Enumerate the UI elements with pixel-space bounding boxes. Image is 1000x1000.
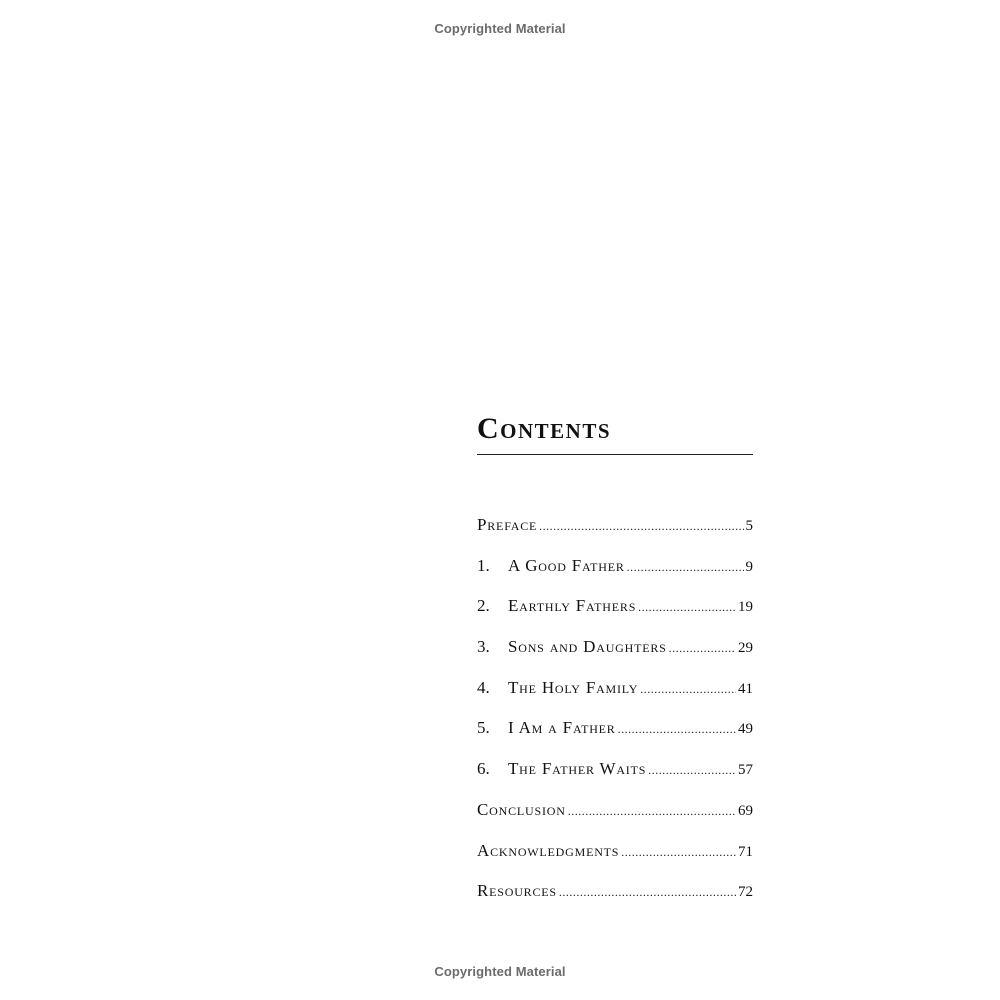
toc-entry-label: I Am a Father	[508, 718, 616, 738]
toc-entry-page: 41	[738, 680, 753, 697]
toc-entry-chapter-4	[477, 678, 753, 719]
toc-list	[477, 515, 753, 922]
toc-entry-conclusion	[477, 800, 753, 841]
dot-leader	[621, 845, 736, 860]
dot-leader	[568, 804, 736, 819]
toc-entry-number: 3.	[477, 637, 490, 657]
toc-entry-page: 69	[738, 802, 753, 819]
toc-entry-label: Resources	[477, 881, 557, 901]
toc-entry-label: The Father Waits	[508, 759, 647, 779]
toc-entry-label: Sons and Daughters	[508, 637, 667, 657]
toc-entry-chapter-6	[477, 759, 753, 800]
toc-entry-number: 4.	[477, 677, 490, 697]
toc-entry-number: 6.	[477, 759, 490, 779]
toc-entry-page: 72	[738, 884, 753, 901]
toc-entry-label: A Good Father	[508, 555, 625, 575]
toc-entry-page: 57	[738, 762, 753, 779]
toc-entry-label: Preface	[477, 515, 538, 534]
dot-leader	[539, 519, 743, 534]
toc-entry-page: 29	[738, 640, 753, 657]
dot-leader	[648, 763, 736, 778]
dot-leader	[669, 641, 736, 656]
toc-entry-chapter-3	[477, 637, 753, 678]
table-of-contents	[477, 412, 753, 901]
heading-rule	[477, 454, 753, 455]
toc-entry-page: 5	[745, 518, 753, 534]
toc-entry-page: 49	[738, 721, 753, 738]
dot-leader	[640, 682, 736, 697]
toc-entry-number: 5.	[477, 718, 490, 738]
toc-entry-page: 19	[738, 599, 753, 616]
toc-entry-chapter-1	[477, 556, 753, 597]
toc-entry-acknowledgments	[477, 841, 753, 882]
toc-entry-chapter-2	[477, 596, 753, 637]
dot-leader	[559, 885, 736, 900]
copyright-watermark-bottom: Copyrighted Material	[434, 964, 566, 979]
toc-entry-page: 9	[745, 558, 753, 575]
toc-entry-label: The Holy Family	[508, 677, 639, 697]
dot-leader	[618, 722, 736, 737]
dot-leader	[627, 560, 744, 575]
copyright-watermark-top: Copyrighted Material	[434, 21, 566, 36]
toc-entry-page: 71	[738, 843, 753, 860]
toc-entry-label: Acknowledgments	[477, 840, 620, 860]
dot-leader	[638, 600, 736, 615]
toc-entry-preface	[477, 515, 753, 556]
toc-entry-resources	[477, 881, 753, 922]
toc-entry-number: 1.	[477, 555, 490, 575]
toc-entry-chapter-5	[477, 718, 753, 759]
toc-entry-label: Conclusion	[477, 799, 566, 819]
toc-entry-label: Earthly Fathers	[508, 596, 637, 616]
toc-entry-number: 2.	[477, 596, 490, 616]
contents-heading: Contents	[477, 412, 612, 445]
